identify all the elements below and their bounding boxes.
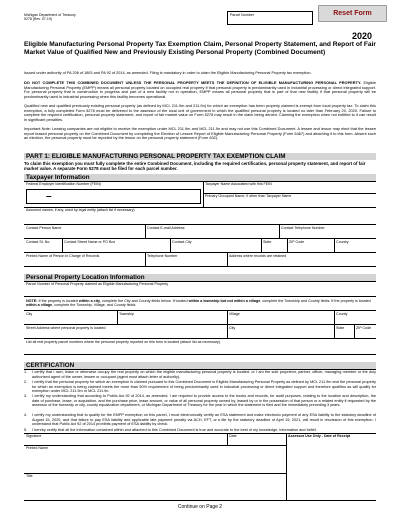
location-note: NOTE: If the property is located within a city, complete the City and County fields below. If located within a township but not within a village, complete the Township and County fields. If the property is located within a village, complete the Township, Village, and County fields. xyxy=(26,299,371,308)
contact-zip-label: ZIP Code xyxy=(289,240,305,244)
location-section-header: Personal Property Location Information xyxy=(24,274,376,281)
location-county-label: County xyxy=(336,312,348,316)
parcels-list-label: List all real property parcel numbers where the personal property reported on this form is located (attach list as necessary). xyxy=(26,340,221,344)
location-village-label: Village xyxy=(229,312,240,316)
continue-footer: Continue on Page 2 xyxy=(177,504,223,510)
form-year: 2020 xyxy=(352,31,373,41)
title-label: Title xyxy=(26,474,33,478)
contact-phone-label: Contact Telephone Number xyxy=(281,226,325,230)
cert-item-3: 3. I certify my understanding that according to Public Act 92 of 2014, as amended, I am required to provide access to the books and records, for audit purposes, relating to the location and description, the date of purchase, lease, or acquisition, and the purchase price, lease amount, or value of all personal property owned by, leased by or in the possession of that person or a related entity if requested by the assessor of the township or city, county equalization department, or Michigan Department of Treasury for the year in which the statement is filed and the immediately preceding 3 years. xyxy=(24,394,376,407)
notice-paragraph-1: DO NOT COMPLETE THIS COMBINED DOCUMENT UNLESS THE PERSONAL PROPERTY MEETS THE DEFINITION OF ELIGIBLE MANUFACTURING PERSONAL PROPERTY. Eligible Manufacturing Personal Property (EMPP) means all personal property located on occupied real property if that personal property is predominantly used in industrial processing or direct integrated support. For personal property that is construction in progress and part of a new facility not in operation, EMPP means all personal property that is part of that new facility if that personal property will be predominantly used in industrial processing when this facility becomes operational. xyxy=(24,80,376,99)
fein-dash: – xyxy=(46,191,52,202)
cert-item-2: 2. I certify that the personal property for which an exemption is claimed pursuant to this Combined Document is Eligible Manufacturing Personal Property as defined by MCL 211.9m and the personal property for which an exemption is being claimed meets the more than 50% requirement of being predominantly used in industrial processing or direct integrated support and therefore qualifies as will qualify for exemption under MCL 211.9m or MCL 211.9n. xyxy=(24,380,376,393)
parcel-number-label: Parcel Number xyxy=(230,13,254,17)
contact-street-no-label: Contact St. No. xyxy=(26,240,51,244)
notice-paragraph-2: Qualified new and qualified previously existing personal property (as defined by MCL 211.9m and 211.9n) for which an exemption has been properly claimed is exempt from local property tax. To claim this exemption, a fully completed Form 5278 must be delivered to the assessor of the local unit of government in which the qualified personal property is located no later than February 20, 2020. Failure to complete the required certification, personal property statement, and report of fair market value on Form 5278 may result in the claim being denied. Claiming the exemption when not entitled to it can result in significant penalties. xyxy=(24,103,376,122)
fein-label: Federal Employer Identification Number (FEIN) xyxy=(26,182,101,186)
reset-form-button[interactable]: Reset Form xyxy=(318,5,387,22)
notice-paragraph-3: Important Note: Leasing companies are not eligible to receive the exemption under MCL 211.9m and MCL 211.9n and may not use this Combined Document. A lessee and lessor may elect that the lessee report leased personal property on the Combined Document by completing the Election of Lessee Report of Eligible Manufacturing Personal Property (Form 5467) and attaching it to this form. Absent such an election, the personal property must be reported by the lessor on the personal property statement (Form 632). xyxy=(24,126,376,141)
records-person-label: Printed Name of Person in Charge of Records xyxy=(26,254,100,258)
assessor-use-label: Assessor Use Only - Date of Receipt xyxy=(288,434,351,438)
part1-header: PART 1: ELIGIBLE MANUFACTURING PERSONAL PROPERTY TAX EXEMPTION CLAIM xyxy=(24,153,376,160)
location-street-label: Street Address where personal property is located xyxy=(26,326,106,330)
records-address-label: Address where records are retained xyxy=(229,254,287,258)
printed-name-label: Printed Name xyxy=(26,446,48,450)
taxpayer-name-label: Taxpayer Name Associated with this FEIN xyxy=(205,182,272,186)
parcel-number-field[interactable] xyxy=(227,11,313,25)
cert-item-4: 4. I certify my understanding that to qualify for the EMPP exemption on this parcel, I must electronically certify an ESA statement and make electronic payment of any ESA liability to the statutory deadline of August 15, 2020, and that failure to pay ESA liability and applicable late payment penalty via ACH, EFT, or e-file by the statutory deadline of April 15, 2021, will result in rescission of this exemption. I understand that Public Act 92 of 2014 prohibits payment of ESA liability by check. xyxy=(24,413,376,426)
records-phone-label: Telephone Number xyxy=(147,254,178,258)
signature-label: Signature xyxy=(26,434,42,438)
location-state-label: State xyxy=(336,326,345,330)
agency-name: Michigan Department of Treasury xyxy=(24,13,76,17)
form-title: Eligible Manufacturing Personal Property Tax Exemption Claim, Personal Property Statement, and Report of Fair Market Value of Qualified New and Previously Existing Personal Property (Combined Document) xyxy=(24,41,376,56)
cert-item-1: 1. I certify that I own, lease or otherwise occupy the real property on which the eligible manufacturing personal property is located, or I am the sole proprietor, partner, officer, managing member or the duly authorized agent of the owner, lessee or occupant (agent must attach letter of authority). xyxy=(24,370,376,379)
location-township-label: Township xyxy=(119,312,134,316)
contact-city-label: Contact City xyxy=(172,240,192,244)
primary-occupant-label: Primary Occupant Name, if other than Taxpayer Name xyxy=(205,194,292,198)
location-street-city-label: City xyxy=(229,326,236,330)
contact-country-label: Country xyxy=(336,240,349,244)
contact-state-label: State xyxy=(263,240,272,244)
form-number: 5278 (Rev. 07-19) xyxy=(24,17,52,21)
assumed-names-label: Assumed names, if any, used by legal entity (attach list if necessary) xyxy=(26,208,135,212)
part1-intro: To claim this exemption you must fully complete the entire Combined Document, including the required certification, personal property statement, and report of fair market value. A separate Form 5278 must be filed for each parcel number. xyxy=(24,161,366,172)
date-label: Date xyxy=(229,434,237,438)
cert-item-5: 5. I hereby certify that all the information contained within and attached to this Combined Document is true and accurate to the best of my knowledge, information and belief. xyxy=(24,428,317,432)
location-parcel-label: Parcel Number of Personal Property claimed as Eligible Manufacturing Personal Property xyxy=(26,282,169,286)
certification-header: CERTIFICATION xyxy=(24,362,376,369)
fein-input[interactable] xyxy=(26,189,201,204)
contact-street-label: Contact Street Name or PO Box xyxy=(64,240,116,244)
taxpayer-section-header: Taxpayer Information xyxy=(24,174,376,181)
contact-name-label: Contact Person Name xyxy=(26,226,62,230)
location-city-label: City xyxy=(26,312,33,316)
contact-email-label: Contact E-mail Address xyxy=(147,226,185,230)
location-zip-label: ZIP Code xyxy=(356,326,372,330)
authority-text: Issued under authority of PA 206 of 1893 and PA 92 of 2014, as amended. Filing is mandatory in order to claim the Eligible Manufacturing Personal Property tax exemption. xyxy=(24,71,312,75)
